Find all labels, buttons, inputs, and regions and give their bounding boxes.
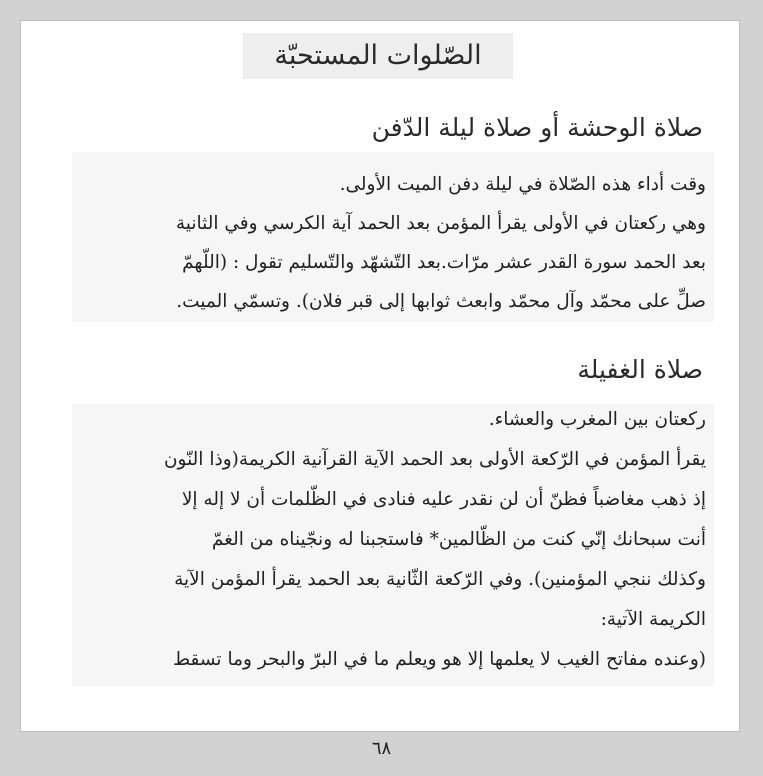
section-body-wahsha — [72, 152, 714, 322]
text-line: وكذلك ننجي المؤمنين). وفي الرّكعة الثّانية بعد الحمد يقرأ المؤمن الآية — [174, 569, 706, 590]
page-title: الصّلوات المستحبّة — [243, 33, 513, 79]
text-line: ركعتان بين المغرب والعشاء. — [488, 409, 706, 430]
page-number: ٦٨ — [371, 738, 392, 759]
text-line: يقرأ المؤمن في الرّكعة الأولى بعد الحمد الآية القرآنية الكريمة(وذا النّون — [163, 449, 706, 470]
section-heading-wahsha: صلاة الوحشة أو صلاة ليلة الدّفن — [371, 113, 703, 142]
text-line: (وعنده مفاتح الغيب لا يعلمها إلا هو ويعلم ما في البرّ والبحر وما تسقط — [173, 649, 706, 670]
text-line: الكريمة الآتية: — [600, 609, 706, 630]
text-line: أنت سبحانك إنّي كنت من الظّالمين* فاستجبنا له ونجّيناه من الغمّ — [211, 529, 706, 550]
section-heading-ghufayla: صلاة الغفيلة — [577, 355, 703, 384]
text-line: إذ ذهب مغاضباً فظنّ أن لن نقدر عليه فنادى في الظّلمات أن لا إله إلا — [181, 489, 706, 510]
text-line: صلِّ على محمّد وآل محمّد وابعث ثوابها إلى قبر فلان). وتسمّي الميت. — [176, 291, 706, 312]
section-body-ghufayla — [72, 404, 714, 686]
text-line: وقت أداء هذه الصّلاة في ليلة دفن الميت الأولى. — [339, 174, 706, 195]
text-line: بعد الحمد سورة القدر عشر مرّات.بعد التّشهّد والتّسليم تقول : (اللّهمّ — [182, 252, 706, 273]
text-line: وهي ركعتان في الأولى يقرأ المؤمن بعد الحمد آية الكرسي وفي الثانية — [175, 213, 706, 234]
